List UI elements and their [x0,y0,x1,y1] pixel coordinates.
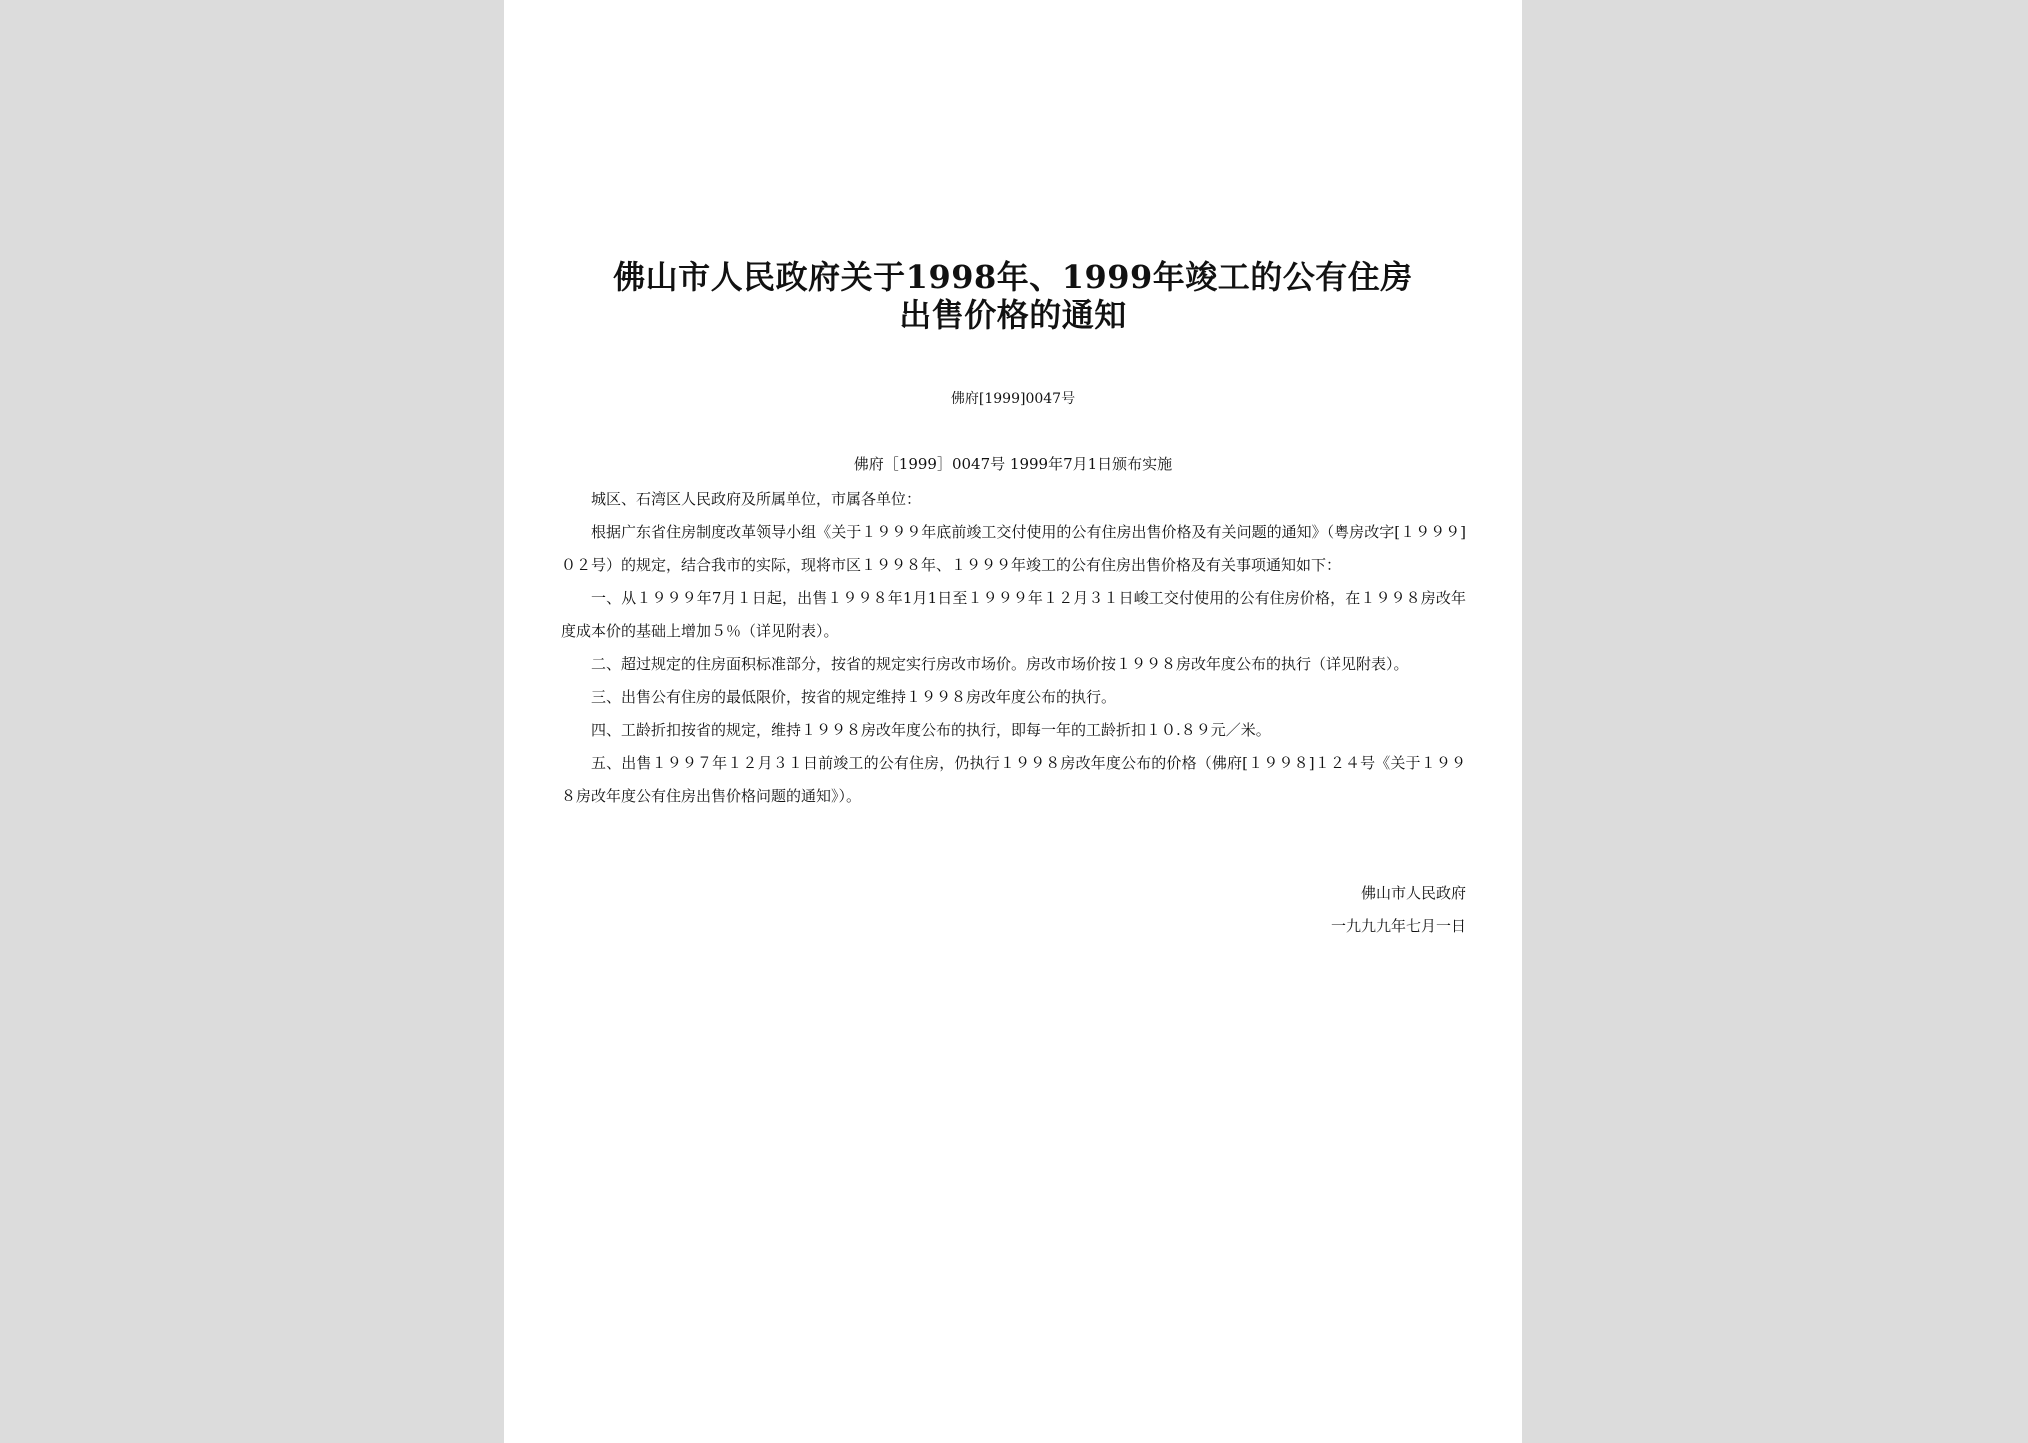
document-number: 佛府[1999]0047号 [950,391,1076,407]
document-title [504,258,1522,334]
paragraph-item-1: 一、从１９９９年7月１日起，出售１９９８年1月1日至１９９９年１２月３１日峻工交付使用的公有住房价格，在１９９８房改年度成本价的基础上增加５％（详见附表）。 [561,589,1466,640]
paragraph-item-3: 三、出售公有住房的最低限价，按省的规定维持１９９８房改年度公布的执行。 [591,688,1117,706]
paragraph-item-2: 二、超过规定的住房面积标准部分，按省的规定实行房改市场价。房改市场价按１９９８房改年度公布的执行（详见附表）。 [591,655,1409,673]
document-body [561,483,1466,813]
title-line-2: 出售价格的通知 [899,296,1127,334]
title-line-1: 佛山市人民政府关于1998年、1999年竣工的公有住房 [613,258,1413,296]
paragraph-intro: 根据广东省住房制度改革领导小组《关于１９９９年底前竣工交付使用的公有住房出售价格及有关问题的通知》（粤房改字[１９９９]０２号）的规定，结合我市的实际，现将市区１９９８年、１９９９年竣工的公有住房出售价格及有关事项通知如下： [561,523,1466,574]
document-page [504,0,1522,1443]
paragraph-item-4: 四、工龄折扣按省的规定，维持１９９８房改年度公布的执行，即每一年的工龄折扣１０.８９元／米。 [591,721,1271,739]
signature-date: 一九九九年七月一日 [1330,917,1466,935]
signature-org: 佛山市人民政府 [1360,884,1466,902]
salutation: 城区、石湾区人民政府及所属单位，市属各单位： [591,490,922,508]
signature-block [1331,877,1466,943]
promulgation-line: 佛府［1999］0047号 1999年7月1日颁布实施 [853,455,1173,473]
paragraph-item-5: 五、出售１９９７年１２月３１日前竣工的公有住房，仍执行１９９８房改年度公布的价格（佛府[１９９８]１２４号《关于１９９８房改年度公有住房出售价格问题的通知》）。 [561,754,1466,805]
